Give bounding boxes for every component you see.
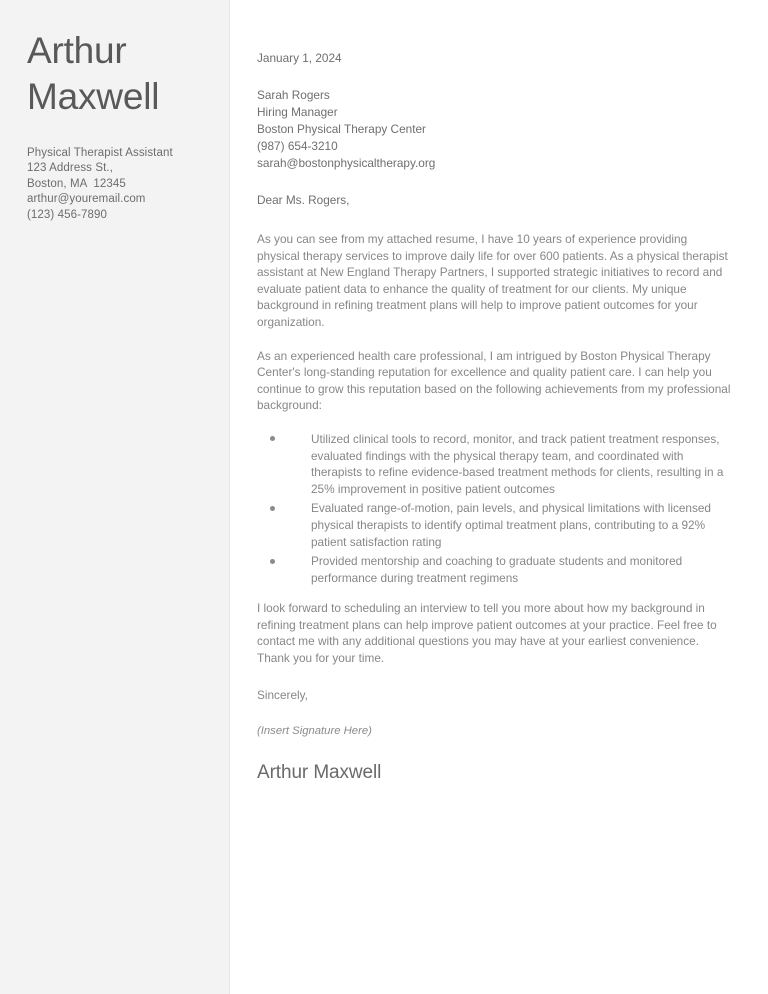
signoff: Sincerely, [257, 687, 308, 702]
signature-name: Arthur Maxwell [257, 762, 382, 784]
bullet-dot-icon [270, 506, 275, 511]
applicant-job-title: Physical Therapist Assistant [27, 147, 173, 159]
recipient-name: Sarah Rogers [257, 88, 330, 102]
applicant-city-state-zip: Boston, MA 12345 [27, 177, 126, 190]
contact-info-block [27, 146, 203, 223]
applicant-phone: (123) 456-7890 [27, 208, 108, 221]
salutation: Dear Ms. Rogers, [257, 193, 350, 207]
recipient-title: Hiring Manager [257, 105, 338, 119]
list-item-text: Evaluated range-of-motion, pain levels, and physical limitations with licensed physical therapists to identify optimal treatment plans, contributing to a 92% patient satisfaction rating [311, 501, 711, 549]
letter-body [230, 0, 768, 994]
closing-paragraph: I look forward to scheduling an interview to tell you more about how my background in refining treatment plans can help improve patient outcomes at your practice. Feel free to contact me with any additional questions you may have at your earliest convenience. Thank you for your time. [257, 601, 717, 666]
sidebar [0, 0, 230, 994]
bullet-dot-icon [270, 436, 275, 441]
bullet-dot-icon [270, 559, 275, 564]
recipient-company: Boston Physical Therapy Center [257, 122, 426, 136]
applicant-first-name: Arthur [27, 30, 127, 71]
recipient-block [257, 87, 733, 172]
achievements-list [257, 431, 733, 586]
letter-date: January 1, 2024 [257, 51, 342, 65]
list-item-text: Provided mentorship and coaching to graduate students and monitored performance during treatment regimens [311, 554, 683, 585]
body-paragraph-1: As you can see from my attached resume, I have 10 years of experience providing physical therapy services to improve daily life for over 600 patients. As a physical therapist assistant at New England Therapy Partners, I supported strategic initiatives to record and evaluate patient data to enhance the quality of treatment for our clients. My unique background in refining treatment plans will help to improve patient outcomes for your organization. [257, 232, 728, 329]
applicant-street-address: 123 Address St., [27, 162, 113, 175]
list-item [257, 500, 733, 550]
applicant-email: arthur@youremail.com [27, 193, 146, 206]
list-item [257, 553, 733, 586]
applicant-name-heading [27, 28, 203, 120]
recipient-phone: (987) 654-3210 [257, 139, 338, 153]
body-paragraph-2: As an experienced health care professional, I am intrigued by Boston Physical Therapy Center's long-standing reputation for excellence and quality patient care. I can help you continue to grow this reputation based on the following achievements from my professional background: [257, 348, 731, 413]
recipient-email: sarah@bostonphysicaltherapy.org [257, 156, 436, 170]
list-item [257, 431, 733, 497]
list-item-text: Utilized clinical tools to record, monitor, and track patient treatment responses, evaluated findings with the physical therapy team, and coordinated with therapists to refine evidence-based treatment methods for clients, resulting in a 25% improvement in positive patient outcomes [311, 431, 724, 496]
signature-placeholder: (Insert Signature Here) [257, 725, 372, 738]
applicant-last-name: Maxwell [27, 76, 160, 117]
